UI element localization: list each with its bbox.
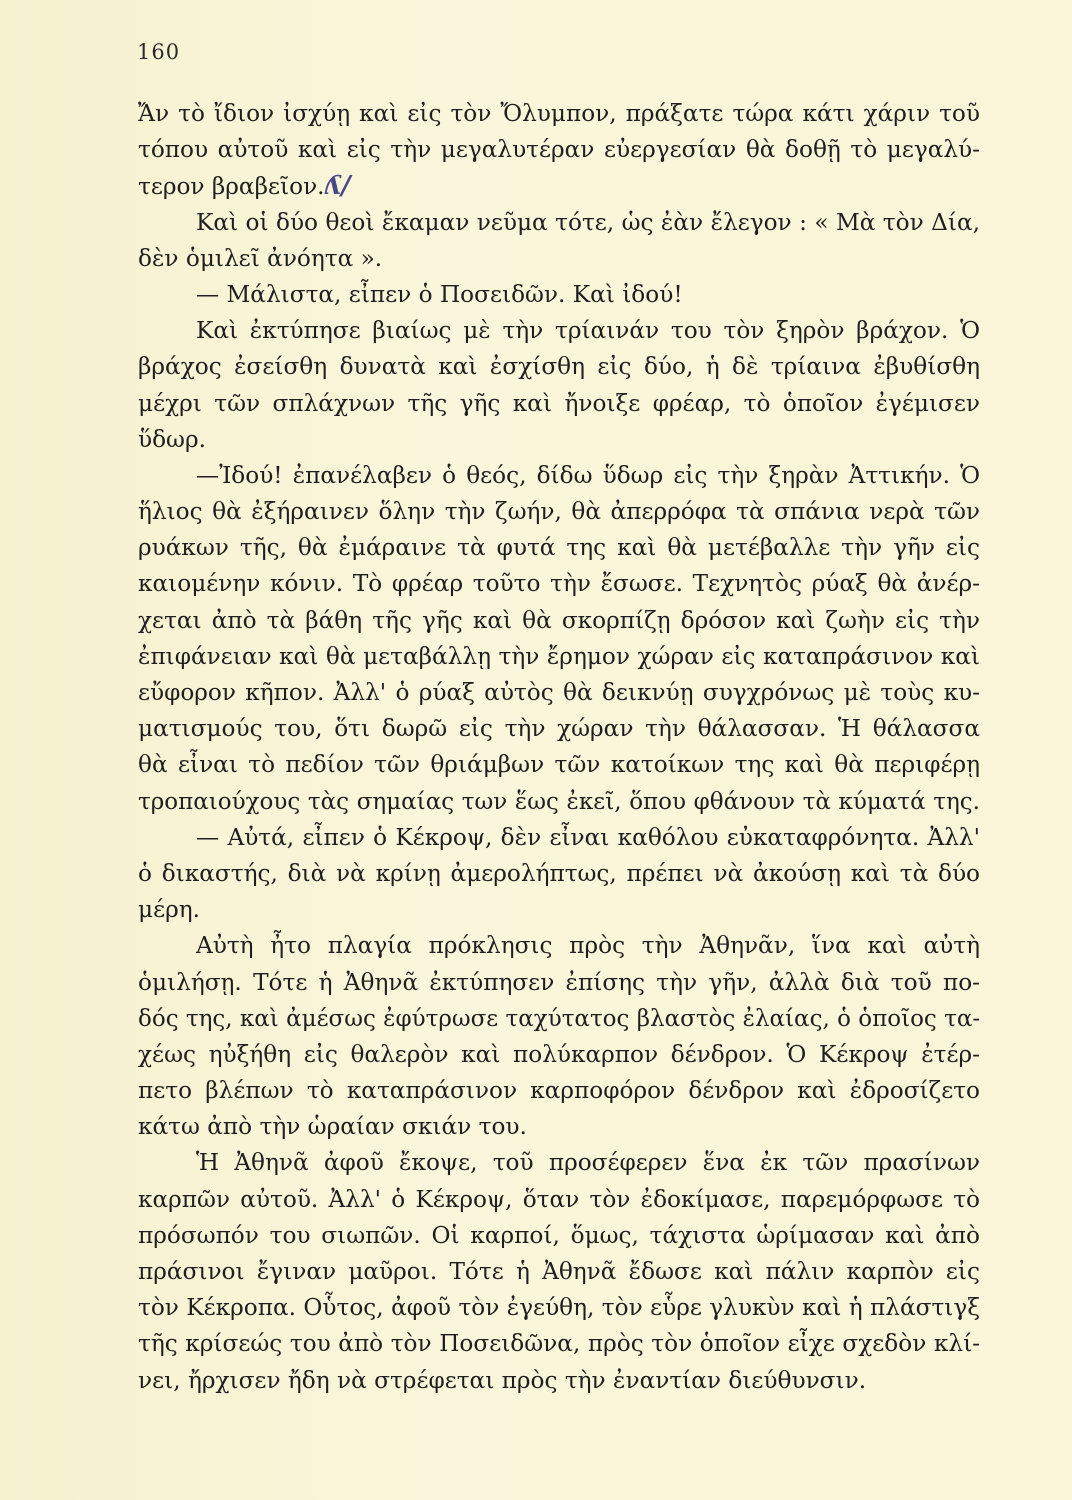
text-line-content: Καὶ οἱ δύο θεοὶ ἔκαμαν νεῦμα τότε, ὡς ἐὰν ἔλεγον : « Μὰ τὸν Δία,	[196, 208, 980, 236]
text-line	[138, 1073, 980, 1109]
text-line-content: καιομένην κόνιν. Τὸ φρέαρ τοῦτο τὴν ἔσωσε. Τεχνητὸς ρύαξ θὰ ἀνέρ-	[138, 570, 980, 598]
handwritten-mark: ʎ/	[324, 171, 351, 202]
text-line-content: χεται ἀπὸ τὰ βάθη τῆς γῆς καὶ θὰ σκορπίζῃ δρόσον καὶ ζωὴν εἰς τὴν	[138, 606, 980, 634]
text-line	[138, 1326, 980, 1362]
text-line	[138, 928, 980, 964]
text-line	[138, 1218, 980, 1254]
text-line	[138, 639, 980, 675]
text-line-content: τερον βραβεῖον.	[138, 173, 325, 201]
text-line-content: Ἄν τὸ ἴδιον ἰσχύῃ καὶ εἰς τὸν Ὄλυμπον, πράξατε τώρα κάτι χάριν τοῦ	[138, 100, 980, 127]
text-line-content: ἥλιος θὰ ἐξήραινεν ὅλην τὴν ζωήν, θὰ ἀπερρόφα τὰ σπάνια νερὰ τῶν	[138, 498, 980, 526]
text-line-content: τῆς κρίσεώς του ἀπὸ τὸν Ποσειδῶνα, πρὸς τὸν ὁποῖον εἶχε σχεδὸν κλί-	[138, 1330, 980, 1358]
text-line-content: τὸν Κέκροπα. Οὗτος, ἀφοῦ τὸν ἐγεύθη, τὸν εὗρε γλυκὺν καὶ ἡ πλάστιγξ	[138, 1294, 980, 1322]
text-line	[138, 856, 980, 892]
text-line-content: ρυάκων τῆς, θὰ ἐμάραινε τὰ φυτά της καὶ θὰ μετέβαλλε τὴν γῆν εἰς	[138, 534, 980, 562]
text-line	[138, 675, 980, 711]
text-line	[138, 747, 980, 783]
text-line	[138, 277, 980, 313]
text-line	[138, 711, 980, 747]
text-line-content: θὰ εἶναι τὸ πεδίον τῶν θριάμβων τῶν κατοίκων της καὶ θὰ περιφέρῃ	[138, 751, 980, 779]
text-line-content: δὲν ὁμιλεῖ ἀνόητα ».	[138, 244, 383, 272]
text-line	[138, 132, 980, 168]
text-line	[138, 820, 980, 856]
text-line-content: καρπῶν αὐτοῦ. Ἀλλ' ὁ Κέκροψ, ὅταν τὸν ἐδοκίμασε, παρεμόρφωσε τὸ	[138, 1185, 980, 1213]
text-line-content: χέως ηὐξήθη εἰς θαλερὸν καὶ πολύκαρπον δένδρον. Ὁ Κέκροψ ἐτέρ-	[138, 1040, 980, 1068]
text-line-content: εὔφορον κῆπον. Ἀλλ' ὁ ρύαξ αὐτὸς θὰ δεικνύῃ συγχρόνως μὲ τοὺς κυ-	[138, 679, 980, 706]
text-line	[138, 1363, 980, 1399]
text-line	[138, 1001, 980, 1037]
text-line-content: βράχος ἐσείσθη δυνατὰ καὶ ἐσχίσθη εἰς δύο, ἡ δὲ τρίαινα ἐβυθίσθη	[138, 353, 980, 381]
text-line-content: ματισμούς του, ὅτι δωρῶ εἰς τὴν χώραν τὴν θάλασσαν. Ἡ θάλασσα	[138, 715, 980, 743]
text-line-content: μέρη.	[138, 896, 200, 924]
body-text	[138, 96, 980, 1399]
text-line-content: —Ἰδού! ἐπανέλαβεν ὁ θεός, δίδω ὕδωρ εἰς τὴν ξηρὰν Ἀττικήν. Ὁ	[196, 461, 980, 489]
text-line-content: Ἡ Ἀθηνᾶ ἀφοῦ ἔκοψε, τοῦ προσέφερεν ἕνα ἐκ τῶν πρασίνων	[196, 1149, 980, 1177]
text-line	[138, 1145, 980, 1181]
text-line	[138, 422, 980, 458]
text-line	[138, 603, 980, 639]
text-line	[138, 313, 980, 349]
text-line-content: Αὐτὴ ἦτο πλαγία πρόκλησις πρὸς τὴν Ἀθηνᾶν, ἵνα καὶ αὐτὴ	[196, 932, 980, 960]
text-line	[138, 386, 980, 422]
text-line-content: πράσινοι ἔγιναν μαῦροι. Τότε ἡ Ἀθηνᾶ ἔδωσε καὶ πάλιν καρπὸν εἰς	[138, 1258, 980, 1285]
text-line-content: ὕδωρ.	[138, 425, 206, 453]
text-line-content: τόπου αὐτοῦ καὶ εἰς τὴν μεγαλυτέραν εὐεργεσίαν θὰ δοθῇ τὸ μεγαλύ-	[138, 136, 980, 164]
text-line	[138, 965, 980, 1001]
text-line-content: τροπαιούχους τὰς σημαίας των ἕως ἐκεῖ, ὅπου φθάνουν τὰ κύματά της.	[138, 788, 980, 815]
text-line	[138, 494, 980, 530]
text-line	[138, 1290, 980, 1326]
text-line	[138, 530, 980, 566]
text-line	[138, 1254, 980, 1290]
text-line	[138, 1182, 980, 1218]
text-line-content: ἐπιφάνειαν καὶ θὰ μεταβάλλῃ τὴν ἔρημον χώραν εἰς καταπράσινον καὶ	[138, 642, 980, 670]
text-line-content: πετο βλέπων τὸ καταπράσινον καρποφόρον δένδρον καὶ ἐδροσίζετο	[138, 1077, 980, 1105]
text-line	[138, 1109, 980, 1145]
text-line-content: — Αὐτά, εἶπεν ὁ Κέκροψ, δὲν εἶναι καθόλου εὐκαταφρόνητα. Ἀλλ'	[196, 823, 980, 851]
text-line-content: νει, ἤρχισεν ἤδη νὰ στρέφεται πρὸς τὴν ἐναντίαν διεύθυνσιν.	[138, 1366, 867, 1394]
text-line-content: πρόσωπόν του σιωπῶν. Οἱ καρποί, ὅμως, τάχιστα ὡρίμασαν καὶ ἀπὸ	[138, 1221, 980, 1249]
text-line-content: — Μάλιστα, εἶπεν ὁ Ποσειδῶν. Καὶ ἰδού!	[196, 280, 683, 308]
text-line	[138, 349, 980, 385]
text-line	[138, 241, 980, 277]
text-line	[138, 205, 980, 241]
text-line	[138, 1037, 980, 1073]
text-line-content: Καὶ ἐκτύπησε βιαίως μὲ τὴν τρίαινάν του τὸν ξηρὸν βράχον. Ὁ	[196, 317, 980, 345]
text-line	[138, 96, 980, 132]
page-number: 160	[137, 40, 181, 64]
text-line	[138, 458, 980, 494]
text-line	[138, 892, 980, 928]
text-line	[138, 784, 980, 820]
text-line	[138, 168, 980, 204]
text-line-content: μέχρι τῶν σπλάχνων τῆς γῆς καὶ ἤνοιξε φρέαρ, τὸ ὁποῖον ἐγέμισεν	[138, 389, 980, 417]
text-line-content: δός της, καὶ ἀμέσως ἐφύτρωσε ταχύτατος βλαστὸς ἐλαίας, ὁ ὁποῖος τα-	[138, 1005, 980, 1032]
text-line-content: ὁ δικαστής, διὰ νὰ κρίνῃ ἀμερολήπτως, πρέπει νὰ ἀκούσῃ καὶ τὰ δύο	[138, 859, 980, 887]
text-line-content: κάτω ἀπὸ τὴν ὡραίαν σκιάν του.	[138, 1113, 527, 1141]
text-line-content: ὁμιλήσῃ. Τότε ἡ Ἀθηνᾶ ἐκτύπησεν ἐπίσης τὴν γῆν, ἀλλὰ διὰ τοῦ πο-	[138, 968, 980, 996]
text-line	[138, 566, 980, 602]
